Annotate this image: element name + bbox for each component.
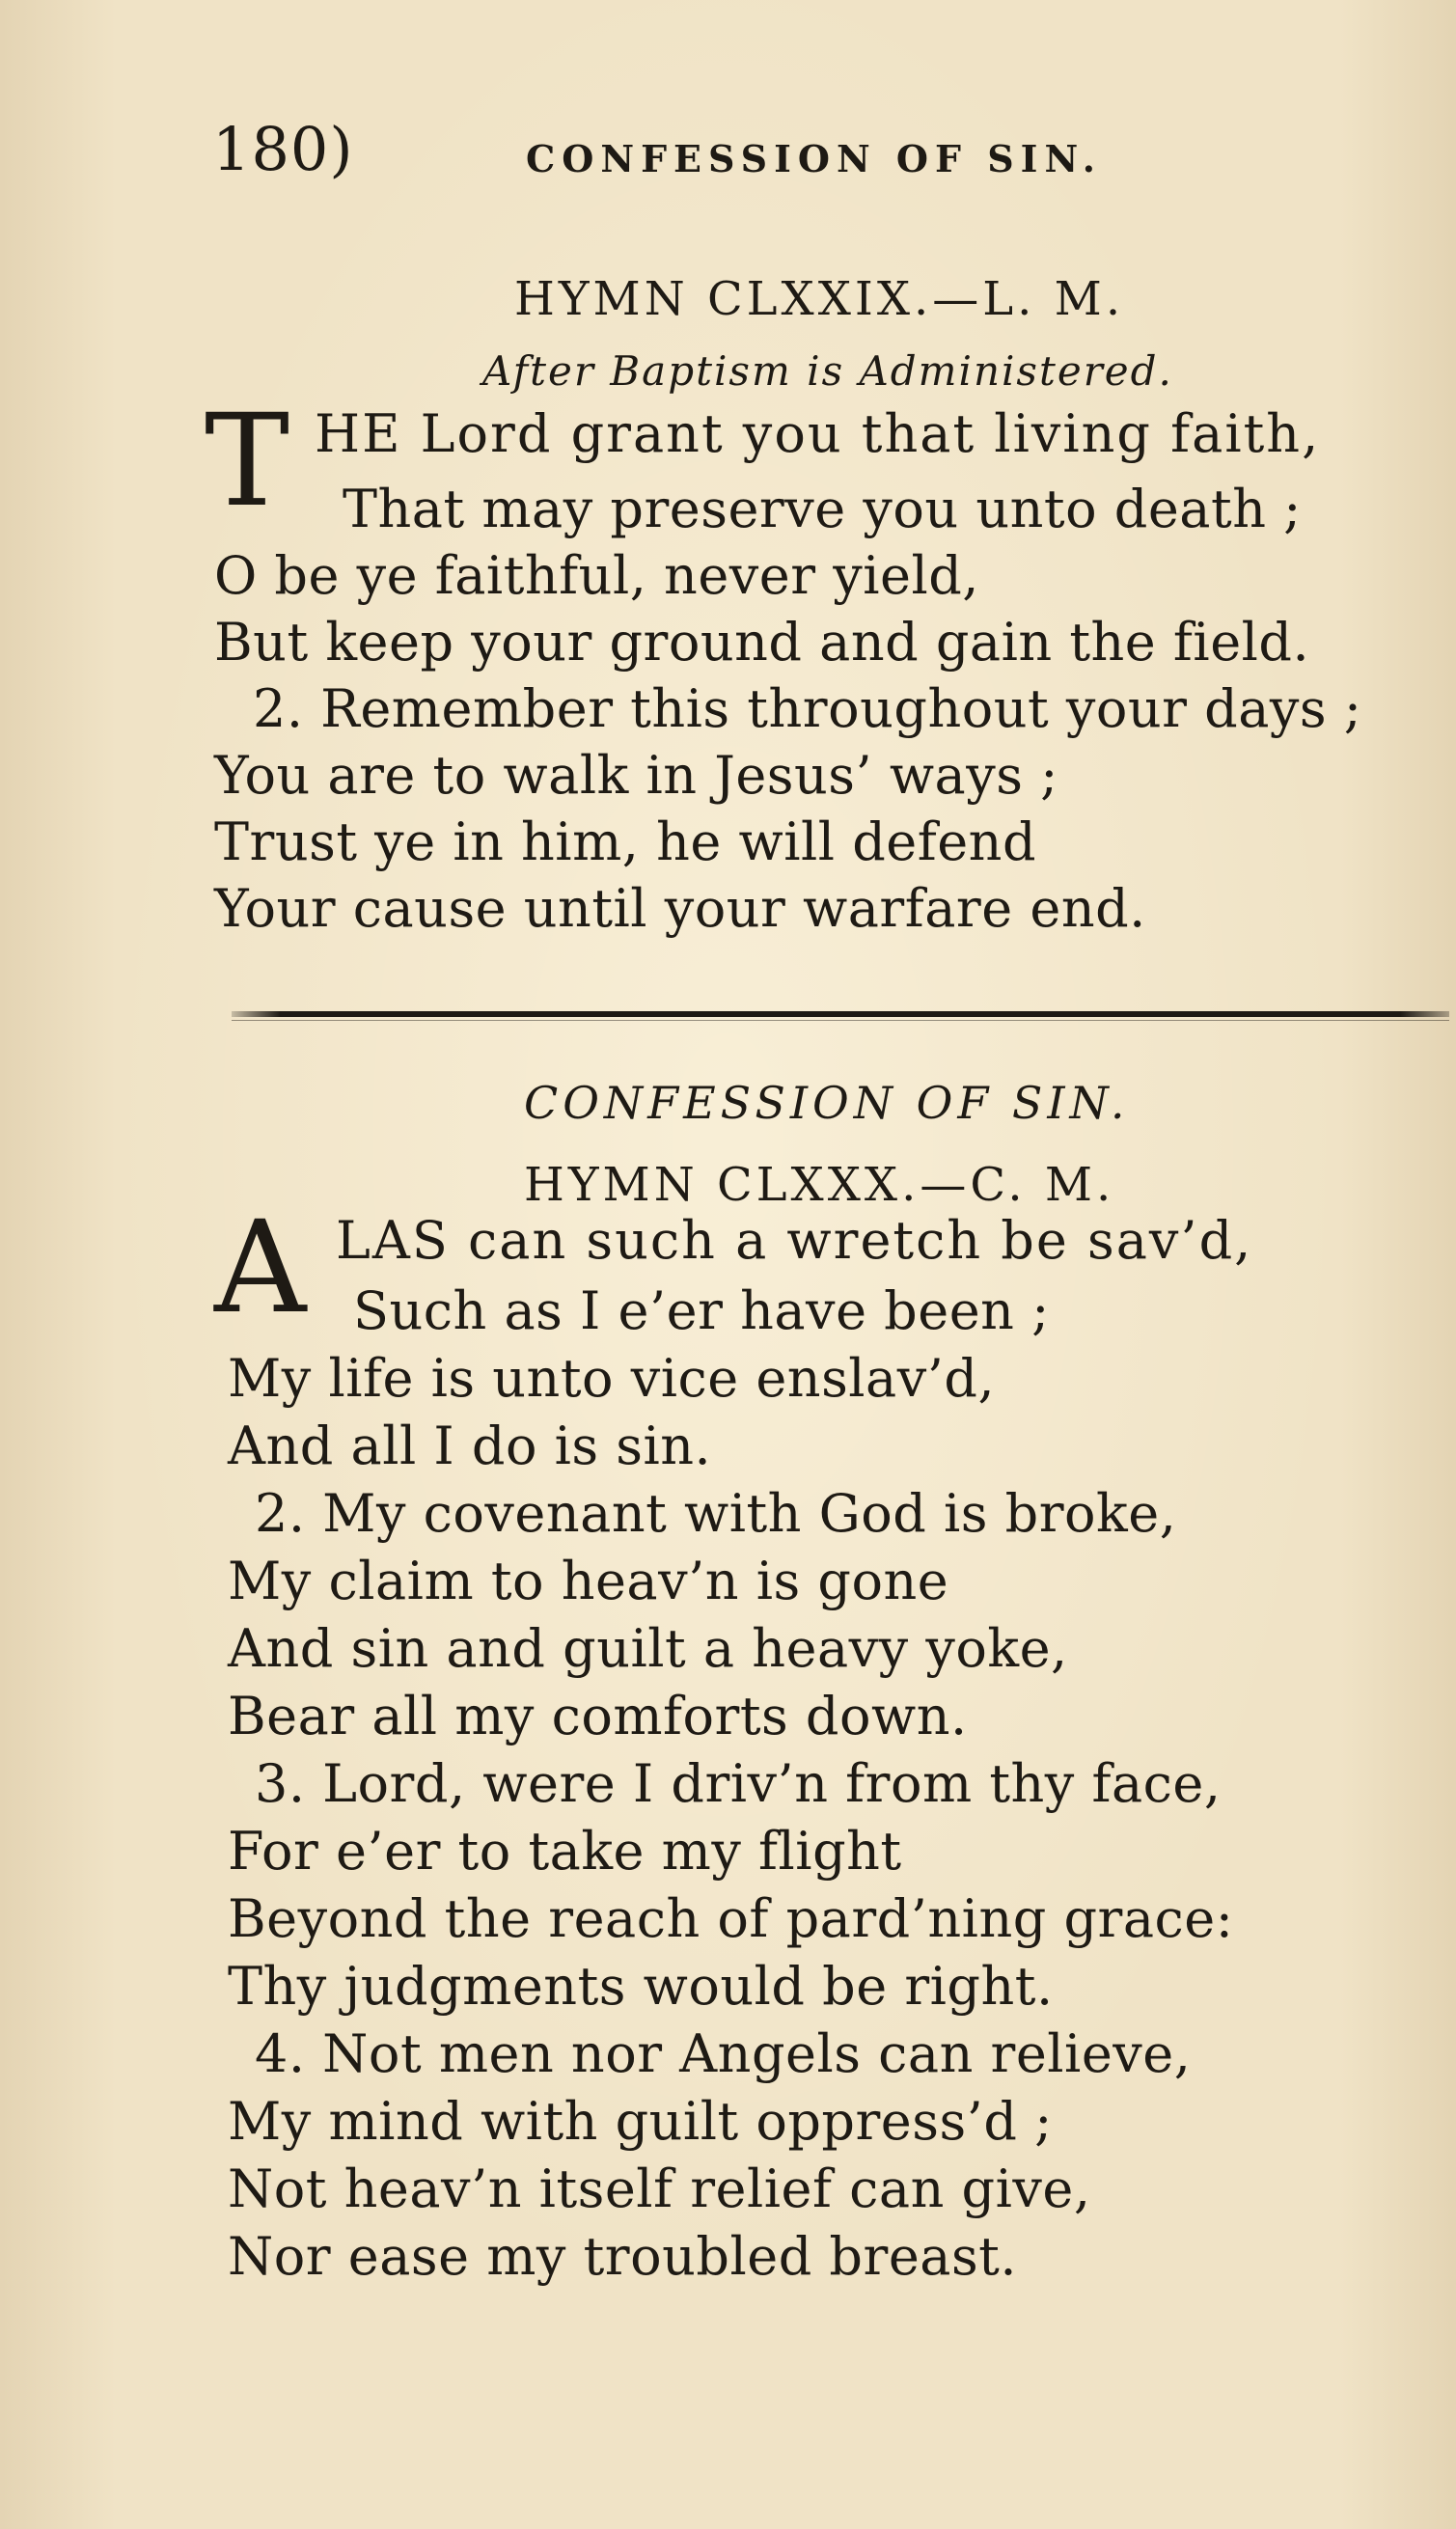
hymn-179-heading: HYMN CLXXIX.—L. M. (514, 272, 1125, 326)
hymn-180-line: Not heav’n itself relief can give, (228, 2158, 1091, 2219)
hymn-179-line: You are to walk in Jesus’ ways ; (214, 745, 1058, 806)
hymn-180-line: My claim to heav’n is gone (228, 1551, 949, 1611)
hymn-179-line: Trust ye in him, he will defend (214, 811, 1037, 872)
hymn-179-line: Your cause until your warfare end. (214, 878, 1146, 939)
hymn-180-line: And all I do is sin. (228, 1416, 712, 1476)
hymn-179-first-line: HE Lord grant you that living faith, (315, 403, 1321, 464)
hymn-179-line: But keep your ground and gain the field. (214, 612, 1310, 673)
hymn-180-line: Nor ease my troubled breast. (228, 2226, 1018, 2287)
hymn-180-line: My mind with guilt oppress’d ; (228, 2091, 1053, 2152)
hymn-179-subtitle: After Baptism is Administered. (482, 347, 1173, 395)
hymn-180-heading: HYMN CLXXX.—C. M. (524, 1158, 1115, 1212)
page-number: 180) (212, 114, 354, 184)
hymn-180-line: Beyond the reach of pard’ning grace: (228, 1888, 1234, 1949)
section-title: CONFESSION OF SIN. (524, 1077, 1130, 1129)
hymn-180-line: Such as I e’er have been ; (353, 1280, 1050, 1341)
hymn-179-line: 2. Remember this throughout your days ; (253, 678, 1362, 739)
hymn-180-line: And sin and guilt a heavy yoke, (228, 1618, 1068, 1679)
hymn-180-line: For e’er to take my flight (228, 1821, 902, 1882)
hymn-180-line: 4. Not men nor Angels can relieve, (255, 2023, 1192, 2084)
hymn-179-line: O be ye faithful, never yield, (214, 545, 979, 606)
hymn-180-line: 3. Lord, were I driv’n from thy face, (255, 1753, 1222, 1814)
running-head: CONFESSION OF SIN. (526, 137, 1102, 180)
hymn-180-line: Bear all my comforts down. (228, 1686, 968, 1746)
hymn-180-line: My life is unto vice enslav’d, (228, 1348, 996, 1409)
hymn-180-line: Thy judgments would be right. (228, 1956, 1054, 2017)
section-rule (232, 1011, 1449, 1017)
hymn-180-first-line: LAS can such a wretch be sav’d, (336, 1210, 1253, 1271)
hymn-180-line: 2. My covenant with God is broke, (255, 1483, 1177, 1544)
hymn-180-drop-cap: A (214, 1194, 307, 1342)
hymn-179-drop-cap: T (205, 387, 290, 536)
hymn-179-line: That may preserve you unto death ; (343, 479, 1302, 539)
section-rule-hairline (232, 1020, 1449, 1021)
